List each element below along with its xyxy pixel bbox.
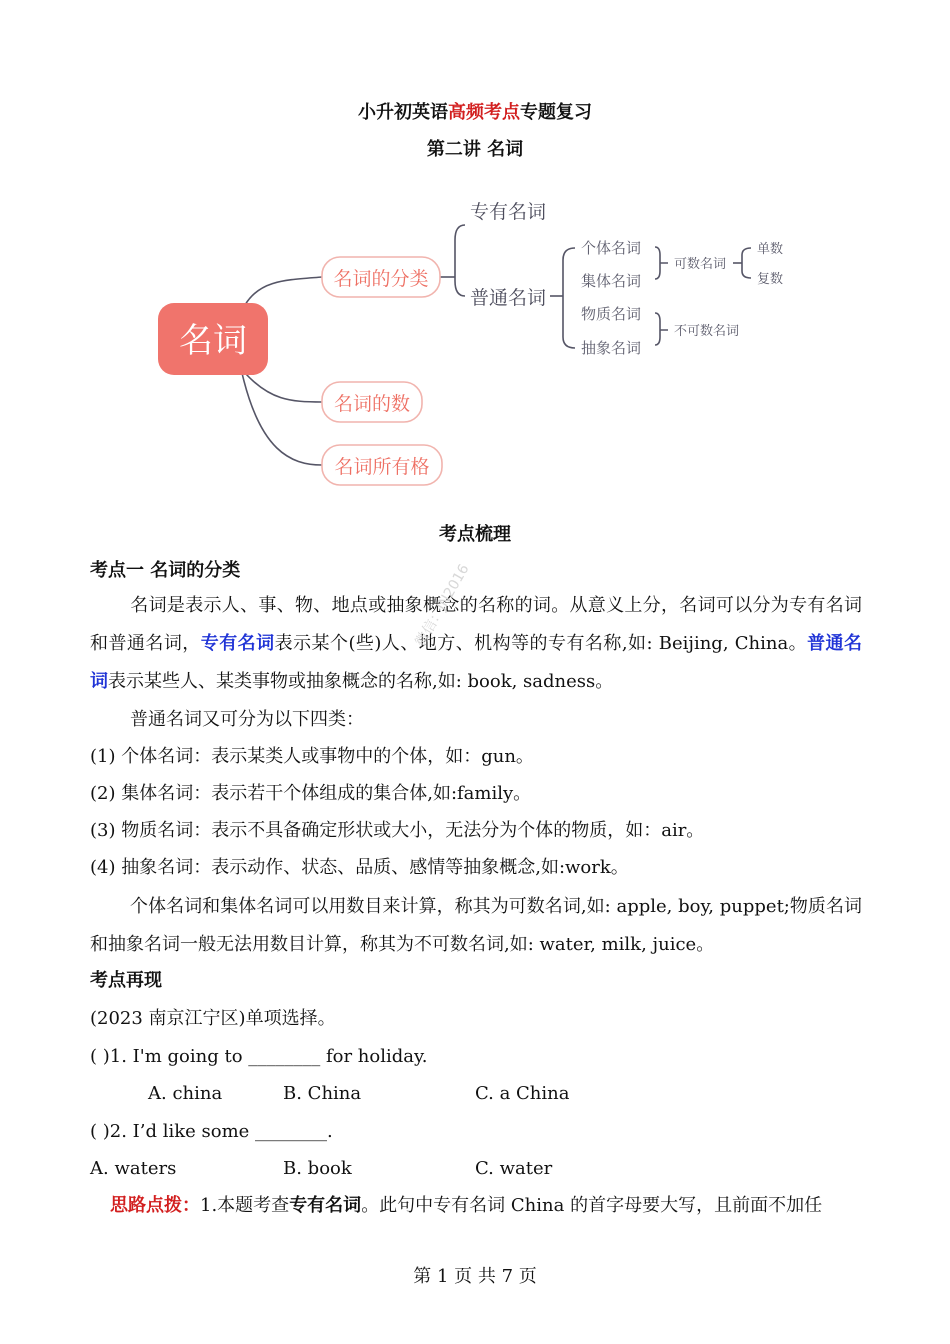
mindmap-diagram <box>150 185 830 495</box>
node-singular: 单数 <box>757 242 784 257</box>
hint-keyword: 专有名词 <box>289 1195 362 1216</box>
watermark: 微信：JN2016 <box>412 561 473 650</box>
paragraph-countability <box>90 888 862 964</box>
practice-heading: 考点再现 <box>90 970 162 991</box>
q2-option-c: C. water <box>475 1158 553 1179</box>
connector-root-number <box>245 373 322 402</box>
title-prefix: 小升初英语 <box>358 102 448 123</box>
branch-classification-label: 名词的分类 <box>333 268 429 290</box>
connector-root-possessive <box>242 373 322 465</box>
page-subtitle: 第二讲 名词 <box>426 139 524 160</box>
node-abstract-noun: 抽象名词 <box>581 339 642 357</box>
bracket-singular-plural <box>742 248 751 278</box>
title-highlight: 高频考点 <box>448 102 520 123</box>
list-item-collective: (2) 集体名词：表示若干个体组成的集合体,如:family。 <box>90 783 532 804</box>
question-1: ( )1. I'm going to ________ for holiday. <box>90 1046 428 1067</box>
bracket-proper-common <box>455 225 465 296</box>
node-uncountable: 不可数名词 <box>674 324 740 339</box>
practice-source: (2023 南京江宁区)单项选择。 <box>90 1008 336 1029</box>
keyword-proper-noun: 专有名词 <box>200 633 275 654</box>
list-item-material: (3) 物质名词：表示不具备确定形状或大小，无法分为个体的物质，如：air。 <box>90 820 705 841</box>
section-title: 考点梳理 <box>439 524 511 545</box>
hint-text-a: 1.本题考查 <box>200 1195 290 1216</box>
countability-text: 个体名词和集体名词可以用数目来计算，称其为可数名词,如: apple, boy, puppet;物质名词和抽象名词一般无法用数目计算，称其为不可数名词,如: water, milk, juice。 <box>90 896 862 955</box>
definition-text-c: 表示某些人、某类事物或抽象概念的名称,如: book, sadness。 <box>108 671 614 692</box>
point1-heading: 考点一 名词的分类 <box>90 560 241 581</box>
branch-possessive-label: 名词所有格 <box>334 456 430 478</box>
node-collective-noun: 集体名词 <box>581 272 642 290</box>
q2-option-b: B. book <box>283 1158 352 1179</box>
hint-line <box>110 1193 822 1219</box>
question-2: ( )2. I’d like some ________. <box>90 1121 333 1142</box>
keyword-common-noun: 普通名词 <box>90 633 863 692</box>
root-label: 名词 <box>179 321 247 361</box>
bracket-uncountable <box>655 313 668 345</box>
four-types-intro: 普通名词又可分为以下四类： <box>130 709 364 730</box>
q1-option-b: B. China <box>283 1083 362 1104</box>
branch-number-label: 名词的数 <box>333 393 411 415</box>
node-plural: 复数 <box>757 272 784 287</box>
list-item-abstract: (4) 抽象名词：表示动作、状态、品质、感情等抽象概念,如:work。 <box>90 857 629 878</box>
bracket-four-types <box>563 248 575 348</box>
page-title <box>0 98 950 124</box>
page-footer: 第 1 页 共 7 页 <box>413 1266 537 1287</box>
q2-option-a: A. waters <box>90 1158 177 1179</box>
q1-option-c: C. a China <box>475 1083 570 1104</box>
node-common-noun: 普通名词 <box>470 287 547 309</box>
paragraph-definition <box>90 587 862 701</box>
node-proper-noun: 专有名词 <box>470 201 547 223</box>
hint-label: 思路点拨： <box>110 1195 200 1216</box>
hint-text-b: 。此句中专有名词 China 的首字母要大写，且前面不加任 <box>361 1195 823 1216</box>
paragraph-four-types <box>90 707 860 733</box>
connector-root-classification <box>245 277 322 305</box>
node-countable: 可数名词 <box>674 257 727 272</box>
node-material-noun: 物质名词 <box>581 305 642 323</box>
definition-text-a: 名词是表示人、事、物、地点或抽象概念的名称的词。从意义上分，名词可以分为专有名词和普通名词， <box>90 595 862 654</box>
bracket-countable <box>655 247 668 279</box>
node-individual-noun: 个体名词 <box>581 239 642 257</box>
list-item-individual: (1) 个体名词：表示某类人或事物中的个体，如：gun。 <box>90 746 534 767</box>
title-suffix: 专题复习 <box>520 102 592 123</box>
definition-text-b: 表示某个(些)人、地方、机构等的专有名称,如: Beijing, China。 <box>274 633 808 654</box>
q1-option-a: A. china <box>148 1083 223 1104</box>
